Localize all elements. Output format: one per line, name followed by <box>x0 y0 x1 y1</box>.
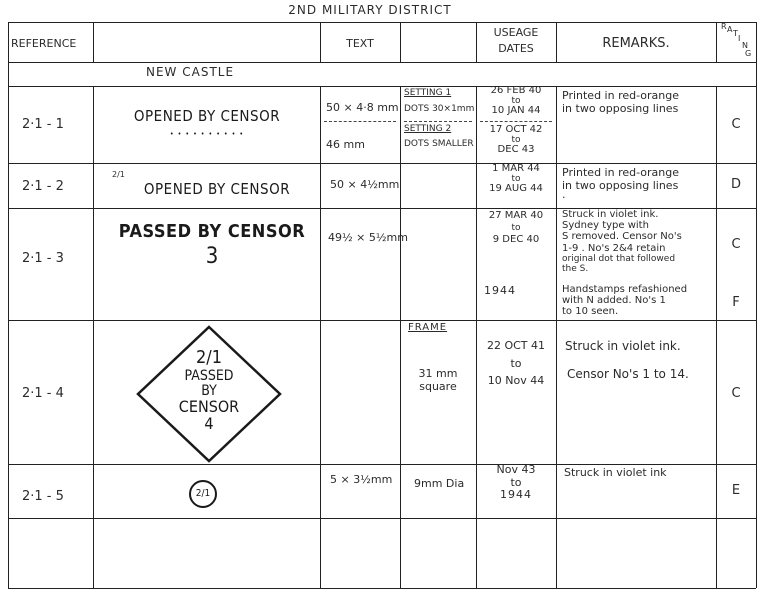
row1-setting-1-label: SETTING 1 <box>404 88 452 98</box>
page-title: 2ND MILITARY DISTRICT <box>288 3 452 17</box>
row1-setting-1-desc: DOTS 30×1mm <box>404 104 475 114</box>
row3-stamp-line1: PASSED BY CENSOR <box>118 221 306 242</box>
header-reference: REFERENCE <box>11 37 77 50</box>
row3-remarks <box>562 209 682 274</box>
header-rating <box>721 23 755 61</box>
date-to-word: to <box>511 222 521 233</box>
rating-letter: A <box>727 25 733 34</box>
stamp-line: PASSED <box>184 368 234 384</box>
header-text: TEXT <box>346 37 374 50</box>
row3-rating: C <box>731 237 741 252</box>
date-to-word: to <box>511 95 521 106</box>
remark-line: in two opposing lines <box>562 179 679 193</box>
stamp-line: 2/1 <box>195 347 223 368</box>
date-to-word: to <box>511 134 521 145</box>
row1-size-2: 46 mm <box>326 138 365 151</box>
row2-rating: D <box>730 177 741 192</box>
remark-line: Sydney type with <box>562 220 649 232</box>
rating-letter: G <box>745 49 752 58</box>
remark-line: . <box>562 188 566 202</box>
row5-rating: E <box>731 483 741 498</box>
header-dates: DATES <box>498 42 534 55</box>
date-until: 1944 <box>500 488 532 502</box>
row5-remarks: Struck in violet ink <box>564 466 667 479</box>
header-remarks: REMARKS. <box>602 36 670 51</box>
row2-stamp-prefix: 2/1 <box>112 170 125 179</box>
row2-stamp-text: OPENED BY CENSOR <box>143 180 291 198</box>
rating-letter: N <box>742 41 748 50</box>
row2-remarks <box>562 166 679 202</box>
frame-size-line: 31 mm <box>418 367 458 380</box>
date-until: 9 DEC 40 <box>492 233 540 245</box>
row3-stamp-line2: 3 <box>205 244 219 269</box>
row2-reference: 2·1 - 2 <box>22 179 64 194</box>
row1-stamp-dots: • • • • • • • • • • <box>169 130 245 138</box>
row3-rating-2: F <box>732 295 740 310</box>
date-from: 17 OCT 42 <box>489 124 543 135</box>
row4-remark-2: Censor No's 1 to 14. <box>567 367 689 381</box>
row2-size: 50 × 4½mm <box>330 178 400 191</box>
row1-stamp-text: OPENED BY CENSOR <box>133 107 281 125</box>
date-until: DEC 43 <box>497 143 535 155</box>
stamp-line: 2/1 <box>195 488 211 499</box>
date-from: 1 MAR 44 <box>492 163 540 174</box>
row1-rating: C <box>731 117 741 132</box>
remark-line: Printed in red-orange <box>562 166 679 179</box>
remark-line: Printed in red-orange <box>562 89 679 102</box>
rating-letter: R <box>721 22 727 31</box>
date-until: 19 AUG 44 <box>489 182 543 194</box>
row5-circle-stamp <box>189 480 217 508</box>
rating-letter: I <box>738 34 741 43</box>
date-to-word: to <box>510 475 522 489</box>
rating-letter: T <box>733 29 738 38</box>
row4-frame-size <box>400 368 476 393</box>
row1-setting-2-desc: DOTS SMALLER <box>404 139 474 149</box>
date-from: 27 MAR 40 <box>488 210 544 221</box>
remark-line: the S. <box>562 263 589 274</box>
header-useage: USEAGE <box>493 26 539 39</box>
row5-reference: 2·1 - 5 <box>22 489 64 504</box>
row1-remarks <box>562 90 679 115</box>
remark-line: with N added. No's 1 <box>562 295 666 307</box>
row4-frame-label: FRAME <box>408 322 448 333</box>
row4-rating: C <box>731 386 741 401</box>
stamp-line: BY <box>201 383 217 399</box>
row3-reference: 2·1 - 3 <box>22 251 64 266</box>
remark-line: Struck in violet ink. <box>562 209 659 220</box>
date-from: Nov 43 <box>496 463 536 476</box>
stamp-line: CENSOR <box>178 397 240 416</box>
remark-line: in two opposing lines <box>562 101 679 115</box>
stamp-line: 4 <box>204 414 214 433</box>
date-from: 22 OCT 41 <box>486 339 546 352</box>
row1-dates-1 <box>476 86 556 116</box>
remark-line: S removed. Censor No's <box>562 231 682 243</box>
date-to-word: to <box>510 356 522 370</box>
row3-size: 49½ × 5½mm <box>328 231 408 244</box>
remark-line: Handstamps refashioned <box>562 284 688 295</box>
row5-size: 5 × 3½mm <box>330 473 393 486</box>
date-from: 26 FEB 40 <box>490 85 542 96</box>
row4-dates <box>476 337 556 390</box>
row1-size-1: 50 × 4·8 mm <box>326 101 399 114</box>
date-until: 10 JAN 44 <box>491 104 541 116</box>
section-label: NEW CASTLE <box>146 65 235 79</box>
remark-line: 1-9 . No's 2&4 retain <box>562 242 666 254</box>
row3-date-2: 1944 <box>484 284 516 297</box>
date-until: 10 Nov 44 <box>487 374 545 388</box>
row1-setting-2-label: SETTING 2 <box>404 124 452 134</box>
row1-dates-2 <box>476 125 556 155</box>
frame-size-line: square <box>419 379 457 393</box>
row5-dates <box>476 464 556 502</box>
remark-line: to 10 seen. <box>562 306 619 318</box>
date-to-word: to <box>511 173 521 184</box>
row4-stamp <box>136 349 282 432</box>
row4-reference: 2·1 - 4 <box>22 386 64 401</box>
row3-dates <box>476 210 556 246</box>
row1-reference: 2·1 - 1 <box>22 117 64 132</box>
row2-dates <box>476 164 556 194</box>
row4-remark-1: Struck in violet ink. <box>565 339 681 353</box>
row5-frame-size: 9mm Dia <box>414 477 465 490</box>
remark-line: original dot that followed <box>562 253 676 264</box>
row3-remarks-2 <box>562 284 687 318</box>
